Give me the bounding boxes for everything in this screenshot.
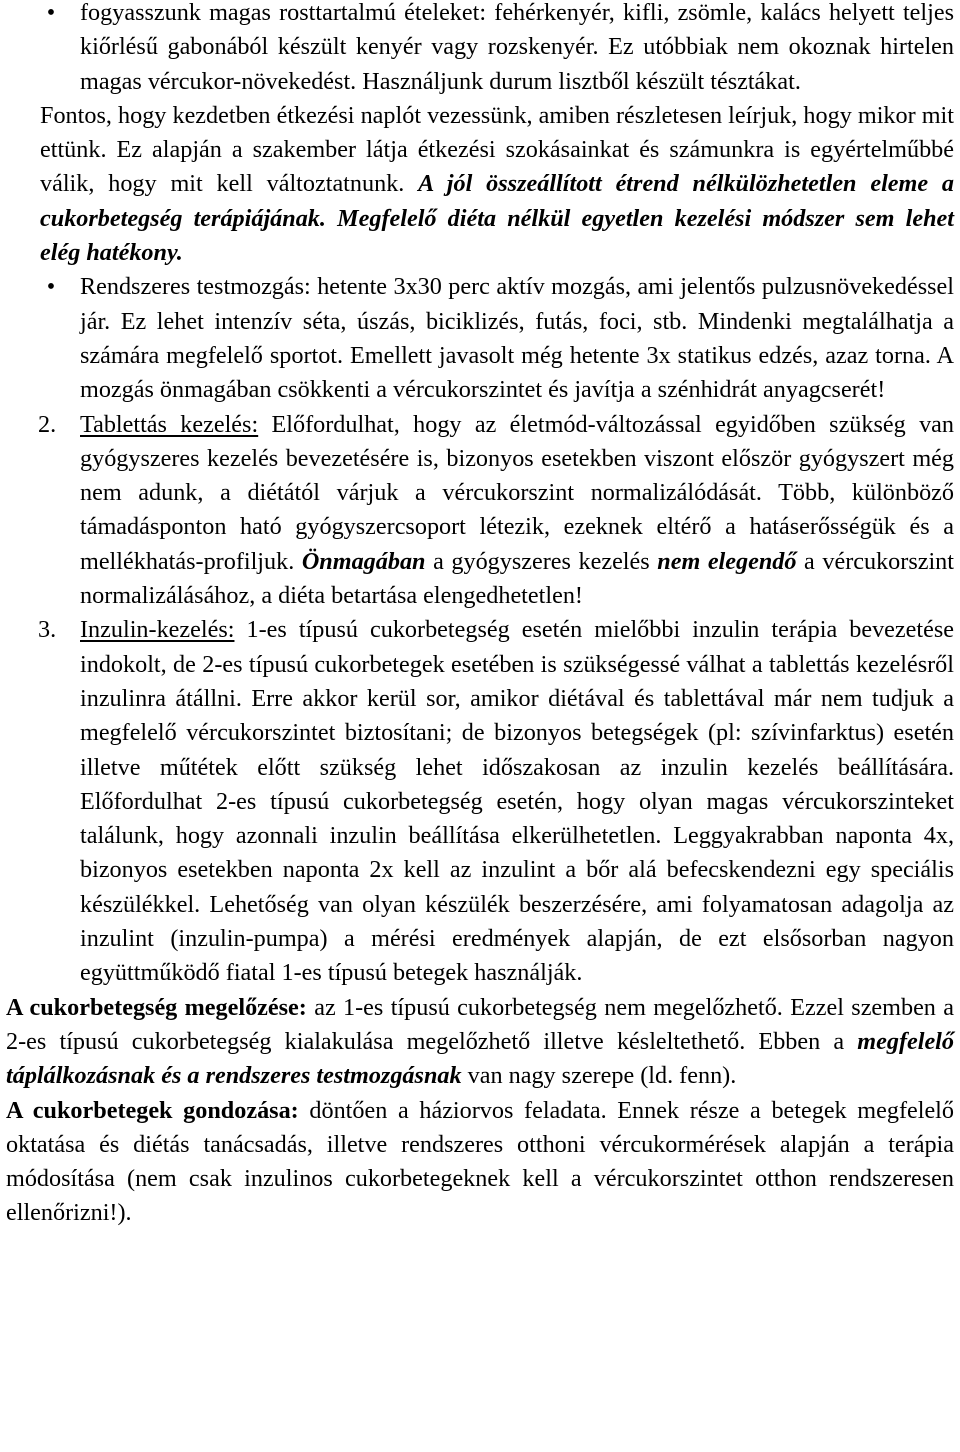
diet-paragraph <box>6 99 954 270</box>
item-number: 3. <box>38 616 57 644</box>
bullet-icon: • <box>46 0 56 26</box>
diet-text: Fontos, hogy kezdetben étkezési naplót vezessünk, amiben részletesen leírjuk, hogy mikor mit ettünk. Ez alapján a szakember látja étkezési szokásainkat és számunkra is egyértelműbbé válik, hogy mit kell változtatnunk. <box>40 101 954 198</box>
numbered-item-insulin-treatment: 3. Inzulin-kezelés: 1-es típusú cukorbetegség esetén mielőbbi inzulin terápia bevezetése indokolt, de 2-es típusú cukorbetegek esetében is szükségessé válhat a tablettás kezelésről inzulinra átállni. Erre akkor kerül sor, amikor diétával és tablettával már nem tudjuk a megfelelő vércukorszintet biztosítani; de bizonyos betegségek (pl: szívinfarktus) esetén illetve műtétek előtt szükség lehet időszakosan az inzulin kezelés beállítására. Előfordulhat 2-es típusú cukorbetegség esetén, hogy olyan magas vércukorszinteket találunk, hogy azonnali inzulin beállítása elkerülhetetlen. Leggyakrabban naponta 4x, bizonyos esetekben naponta 2x kell az inzulint a bőr alá befecskendezni egy speciális készülékkel. Lehetőség van olyan készülék beszerzésére, ami folyamatosan adagolja az inzulint (inzulin-pumpa) a mérési eredmények alapján, de ezt elsősorban nagyon együttműködő fiatal 1-es típusú betegek használják. <box>6 613 954 990</box>
bullet-item-fiber <box>6 0 954 99</box>
item-heading: Inzulin-kezelés: <box>80 616 235 644</box>
prevention-paragraph: A cukorbetegség megelőzése: az 1-es típusú cukorbetegség nem megelőzhető. Ezzel szemben a 2-es típusú cukorbetegség kialakulása megelőzhető illetve késleltethető. Ebben a megfelelő táplálkozásnak és a rendszeres testmozgásnak van nagy szerepe (ld. fenn). <box>6 993 954 1090</box>
item-heading: Tablettás kezelés: <box>80 410 259 438</box>
care-paragraph: A cukorbetegek gondozása: döntően a háziorvos feladata. Ennek része a betegek megfelelő oktatása és diétás tanácsadás, illetve rendszeres otthoni vércukormérések alapján a terápia módosítása (nem csak inzulinos cukorbetegeknek kell a vércukorszintet otthon rendszeresen ellenőrizni!). <box>6 1096 955 1227</box>
bullet-item-exercise <box>6 270 954 407</box>
numbered-item-tablet-treatment: 2. Tablettás kezelés: Előfordulhat, hogy az életmód-változással egyidőben szükség van gyógyszeres kezelés bevezetésére is, bizonyos esetekben viszont először gyógyszert még nem adunk, a diétától várjuk a vércukorszint normalizálódását. Több, különböző támadásponton ható gyógyszercsoport létezik, ezeknek eltérő a hatáserősségük és a mellékhatás-profiljuk. Önmagában a gyógyszeres kezelés nem elegendő a vércukorszint normalizálásához, a diéta betartása elengedhetetlen! <box>6 408 954 614</box>
prevention-emphasis: megfelelő táplálkozásnak és a rendszeres testmozgásnak <box>6 1027 954 1090</box>
document-page <box>6 0 954 1231</box>
bullet-icon: • <box>46 273 56 301</box>
emphasis-not-enough: nem elegendő <box>657 547 797 575</box>
care-heading: A cukorbetegek gondozása: <box>6 1096 299 1124</box>
bullet-text: Rendszeres testmozgás: hetente 3x30 perc aktív mozgás, ami jelentős pulzusnövekedéssel jár. Ez lehet intenzív séta, úszás, biciklizés, futás, foci, stb. Mindenki megtalálhatja a számára megfelelő sportot. Emellett javasolt még hetente 3x statikus edzés, azaz torna. A mozgás önmagában csökkenti a vércukorszintet és javítja a szénhidrát anyagcserét! <box>80 273 954 404</box>
diet-emphasis: A jól összeállított étrend nélkülözhetetlen eleme a cukorbetegség terápiájának. Megfelelő diéta nélkül egyetlen kezelési módszer sem lehet elég hatékony. <box>40 170 954 267</box>
item-number: 2. <box>38 410 57 438</box>
bullet-text: fogyasszunk magas rosttartalmú ételeket: fehérkenyér, kifli, zsömle, kalács helyett teljes kiőrlésű gabonából készült kenyér vagy rozskenyér. Ez utóbbiak nem okoznak hirtelen magas vércukor-növekedést. Használjunk durum lisztből készült tésztákat. <box>80 0 954 95</box>
emphasis-alone: Önmagában <box>301 547 426 575</box>
prevention-heading: A cukorbetegség megelőzése: <box>6 993 307 1021</box>
